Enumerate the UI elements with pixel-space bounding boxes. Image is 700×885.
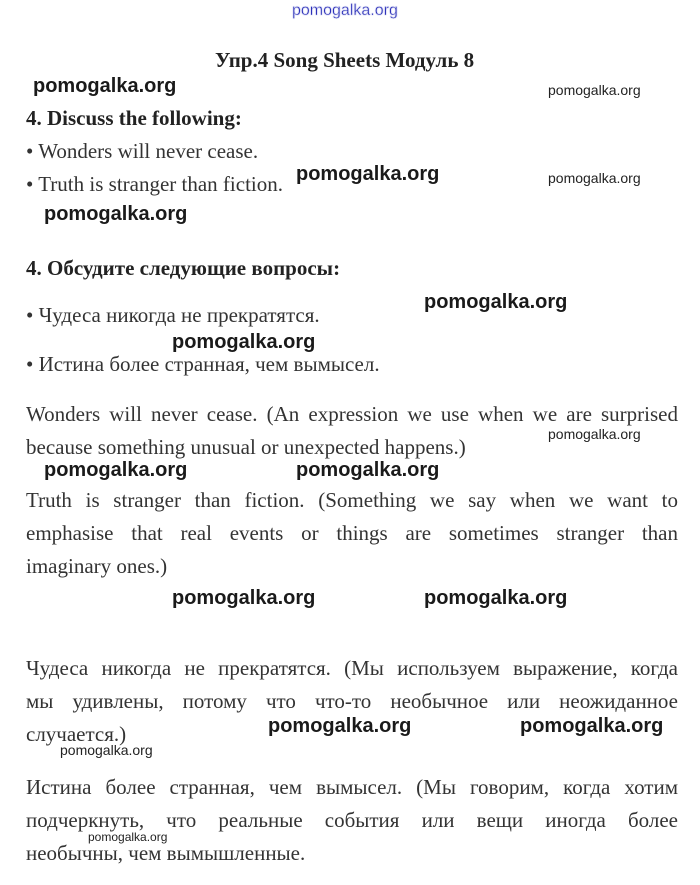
answer-3-line: Чудеса никогда не прекратятся. (Мы используем выражение, когда (26, 656, 678, 680)
watermark: pomogalka.org (548, 170, 641, 186)
watermark: pomogalka.org (60, 742, 153, 758)
watermark: pomogalka.org (520, 715, 664, 737)
answer-2-line: imaginary ones.) (26, 554, 168, 578)
watermark: pomogalka.org (548, 82, 641, 98)
page-title: Упр.4 Song Sheets Модуль 8 (215, 48, 475, 72)
watermark: pomogalka.org (44, 459, 188, 481)
watermark: pomogalka.org (172, 587, 316, 609)
watermark: pomogalka.org (424, 587, 568, 609)
answer-paragraph-2 (26, 484, 678, 583)
watermark: pomogalka.org (44, 203, 188, 225)
section-ru-item-1: • Чудеса никогда не прекратятся. (26, 303, 320, 327)
watermark: pomogalka.org (424, 291, 568, 313)
section-ru-heading: 4. Обсудите следующие вопросы: (26, 256, 341, 280)
section-en-item-1: • Wonders will never cease. (26, 139, 259, 163)
answer-4-line: Истина более странная, чем вымысел. (Мы говорим, когда хотим (26, 775, 678, 799)
answer-4-line: подчеркнуть, что реальные события или вещи иногда более (26, 808, 678, 832)
watermark: pomogalka.org (296, 163, 440, 185)
answer-2-line: Truth is stranger than fiction. (Something we say when we want to (26, 488, 678, 512)
watermark: pomogalka.org (548, 426, 641, 442)
answer-paragraph-4 (26, 771, 678, 870)
answer-3-line: случается.) (26, 722, 127, 746)
answer-3-line: мы удивлены, потому что что-то необычное или неожиданное (26, 689, 678, 713)
answer-2-line: emphasise that real events or things are sometimes stranger than (26, 521, 678, 545)
watermark-top: pomogalka.org (292, 2, 398, 19)
watermark: pomogalka.org (268, 715, 412, 737)
answer-1-line: Wonders will never cease. (An expression we use when we are surprised (26, 402, 678, 426)
answer-4-line: необычны, чем вымышленные. (26, 841, 306, 865)
watermark: pomogalka.org (88, 830, 168, 844)
watermark: pomogalka.org (33, 75, 177, 97)
watermark: pomogalka.org (172, 331, 316, 353)
answer-1-line: because something unusual or unexpected happens.) (26, 435, 466, 459)
watermark: pomogalka.org (296, 459, 440, 481)
section-en-heading: 4. Discuss the following: (26, 106, 242, 130)
section-ru-item-2: • Истина более странная, чем вымысел. (26, 352, 380, 376)
section-en-item-2: • Truth is stranger than fiction. (26, 172, 284, 196)
